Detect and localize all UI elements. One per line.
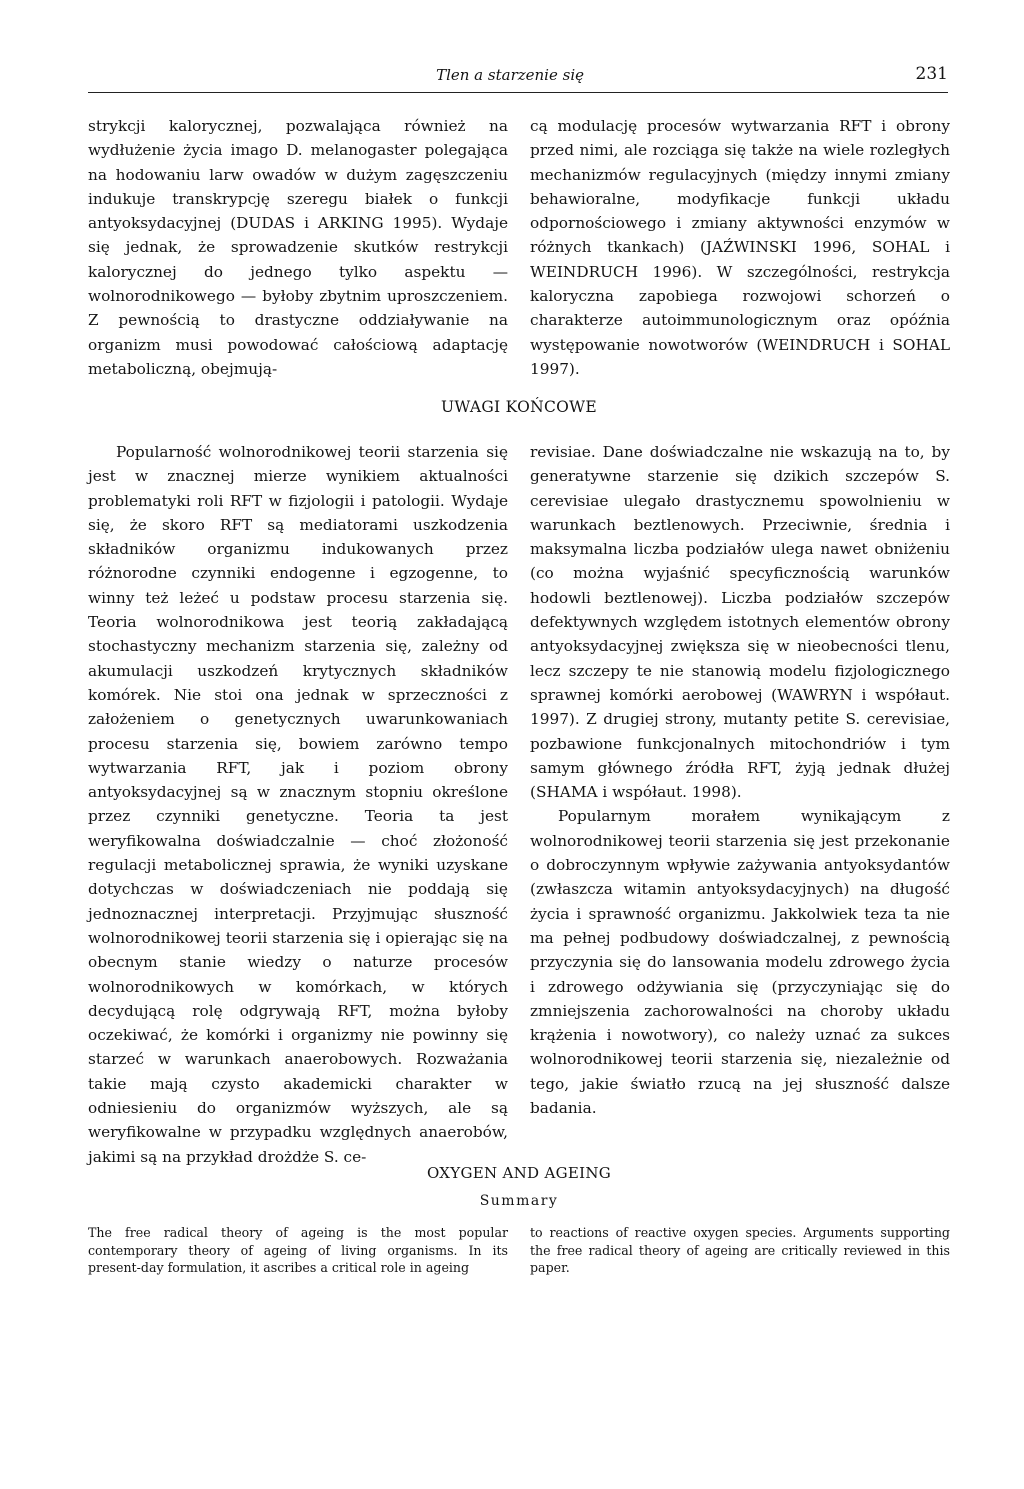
paragraph: Popularność wolnorodnikowej teorii starzenia się jest w znacznej mierze wynikiem aktualności problematyki roli RFT w fizjologii i patologii. Wydaje się, że skoro RFT są mediatorami uszkodzenia składników organizmu indukowanych przez różnorodne czynniki endogenne i egzogenne, to winny też leżeć u podstaw procesu starzenia się. Teoria wolnorodnikowa jest teorią zakładającą stochastyczny mechanizm starzenia się, zależny od akumulacji uszkodzeń krytycznych składników komórek. Nie stoi ona jednak w sprzeczności z założeniem o genetycznych uwarunkowaniach procesu starzenia się, bowiem zarówno tempo wytwarzania RFT, jak i poziom obrony antyoksydacyjnej są w znacznym stopniu określone przez czynniki genetyczne. Teoria ta jest weryfikowalna doświadczalnie — choć złożoność regulacji metabolicznej sprawia, że wyniki uzyskane dotychczas w doświadczeniach nie poddają się jednoznacznej interpretacji. Przyjmując słuszność wolnorodnikowej teorii starzenia się i opierając się na obecnym stanie wiedzy o naturze procesów wolnorodnikowych w komórkach, w których decydującą rolę odgrywają RFT, można byłoby oczekiwać, że komórki i organizmy nie powinny się starzeć w warunkach anaerobowych. Rozważania takie mają czysto akademicki charakter w odniesieniu do organizmów wyższych, ale są weryfikowalne w przypadku względnych anaerobów, jakimi są na przykład drożdże S. ce- — [88, 443, 508, 1166]
section-title: UWAGI KOŃCOWE — [441, 398, 597, 416]
summary-title: OXYGEN AND AGEING — [426, 1164, 612, 1182]
body-left-column — [88, 440, 508, 1169]
top-right-column — [530, 114, 950, 381]
running-title: Tlen a starzenie się — [436, 66, 584, 84]
page-number: 231 — [915, 64, 948, 84]
summary-right-column — [530, 1224, 950, 1277]
body-right-column — [530, 440, 950, 1120]
paragraph: strykcji kalorycznej, pozwalająca również na wydłużenie życia imago D. melanogaster polegająca na hodowaniu larw owadów w dużym zagęszczeniu indukuje transkrypcję szeregu białek o funkcji antyoksydacyjnej (DUDAS i ARKING 1995). Wydaje się jednak, że sprowadzenie skutków restrykcji kalorycznej do jednego tylko aspektu — wolnorodnikowego — byłoby zbytnim uproszczeniem. Z pewnością to drastyczne oddziaływanie na organizm musi powodować całościową adaptację metaboliczną, obejmują- — [88, 117, 508, 378]
paragraph: cą modulację procesów wytwarzania RFT i obrony przed nimi, ale rozciąga się także na wiele rozległych mechanizmów regulacyjnych (między innymi zmiany behawioralne, modyfikacje funkcji układu odpornościowego i zmiany aktywności enzymów w różnych tkankach) (JAŹWINSKI 1996, SOHAL i WEINDRUCH 1996). W szczególności, restrykcja kaloryczna zapobiega rozwojowi schorzeń o charakterze autoimmunologicznym oraz opóźnia występowanie nowotworów (WEINDRUCH i SOHAL 1997). — [530, 117, 950, 378]
top-left-column — [88, 114, 508, 381]
paragraph: revisiae. Dane doświadczalne nie wskazują na to, by generatywne starzenie się dzikich szczepów S. cerevisiae ulegało drastycznemu spowolnieniu w warunkach beztlenowych. Przeciwnie, średnia i maksymalna liczba podziałów ulega nawet obniżeniu (co można wyjaśnić specyficznością warunków hodowli beztlenowej). Liczba podziałów szczepów defektywnych względem istotnych elementów obrony antyoksydacyjnej zwiększa się w nieobecności tlenu, lecz szczepy te nie stanowią modelu fizjologicznego sprawnej komórki aerobowej (WAWRYN i współaut. 1997). Z drugiej strony, mutanty petite S. cerevisiae, pozbawione funkcjonalnych mitochondriów i tym samym głównego źródła RFT, żyją jednak dłużej (SHAMA i współaut. 1998). — [530, 443, 950, 802]
paragraph: Popularnym morałem wynikającym z wolnorodnikowej teorii starzenia się jest przekonanie o dobroczynnym wpływie zażywania antyoksydantów (zwłaszcza witamin antyoksydacyjnych) na długość życia i sprawność organizmu. Jakkolwiek teza ta nie ma pełnej podbudowy doświadczalnej, z pewnością przyczynia się do lansowania modelu zdrowego życia i zdrowego odżywiania się (przyczyniając się do zmniejszenia zachorowalności na choroby układu krążenia i nowotwory), co należy uznać za sukces wolnorodnikowej teorii starzenia się, niezależnie od tego, jakie światło rzucą na jej słuszność dalsze badania. — [530, 807, 950, 1118]
page-header — [88, 64, 948, 93]
paragraph: to reactions of reactive oxygen species. Arguments supporting the free radical theory of ageing are critically reviewed in this paper. — [530, 1225, 950, 1275]
summary-subtitle: Summary — [479, 1193, 559, 1209]
paragraph: The free radical theory of ageing is the most popular contemporary theory of ageing of living organisms. In its present-day formulation, it ascribes a critical role in ageing — [88, 1225, 508, 1275]
summary-left-column — [88, 1224, 508, 1277]
